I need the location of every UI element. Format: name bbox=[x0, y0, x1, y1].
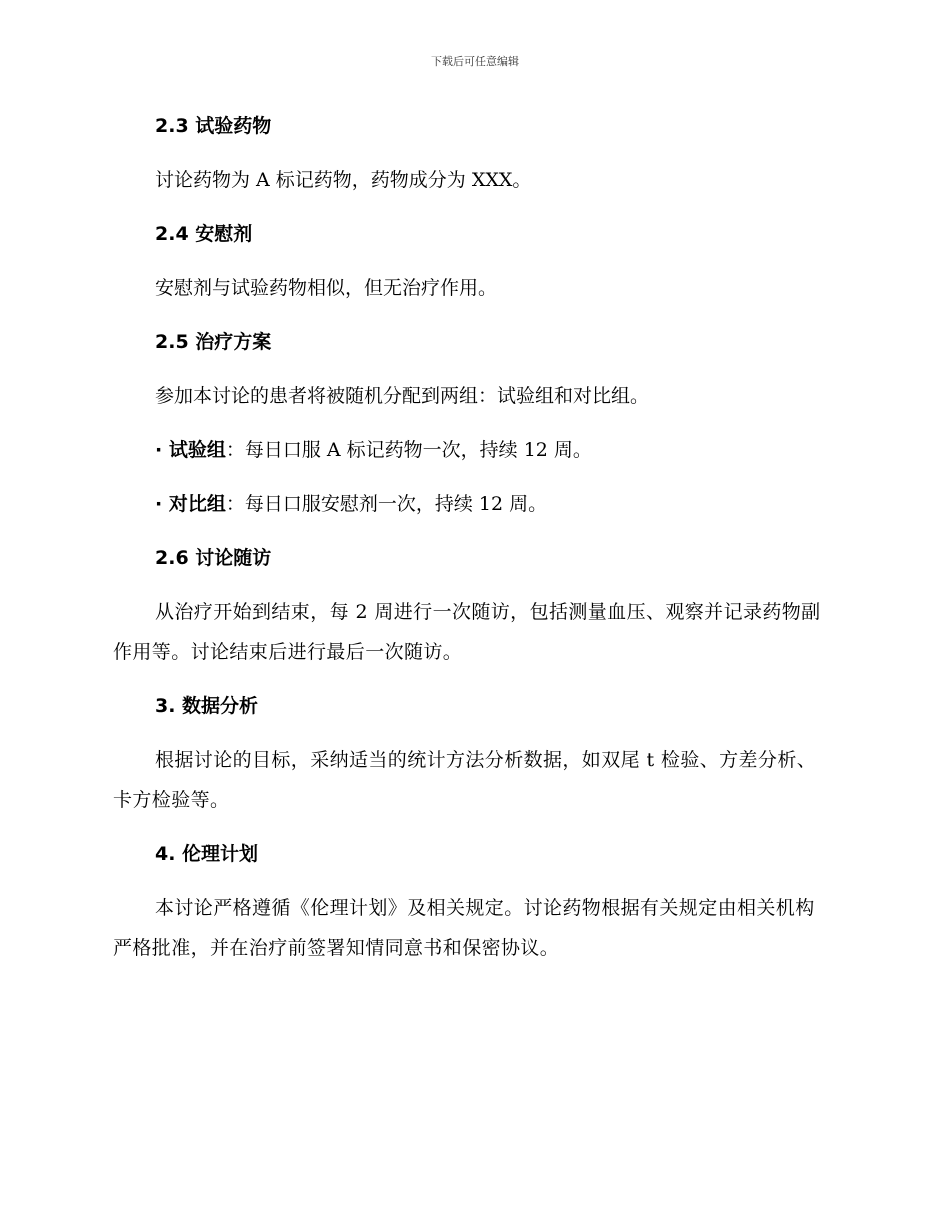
bullet-marker: · bbox=[155, 439, 169, 461]
bullet-term: 对比组 bbox=[168, 493, 226, 515]
section-paragraph-2-3: 讨论药物为 A 标记药物，药物成分为 XXX。 bbox=[155, 169, 532, 191]
section-heading-2-6: 2.6 讨论随访 bbox=[155, 547, 272, 569]
page-header: 下载后可任意编辑 bbox=[431, 55, 519, 68]
section-paragraph-2-4: 安慰剂与试验药物相似，但无治疗作用。 bbox=[155, 277, 498, 299]
section-heading-2-3: 2.3 试验药物 bbox=[155, 115, 272, 137]
section-heading-3: 3. 数据分析 bbox=[155, 695, 259, 717]
bullet-term: 试验组 bbox=[168, 439, 226, 461]
bullet-text: ：每日口服 A 标记药物一次，持续 12 周。 bbox=[225, 439, 592, 461]
bullet-marker: · bbox=[155, 493, 169, 515]
bullet-item-trial-group bbox=[113, 430, 831, 470]
section-paragraph-3: 根据讨论的目标，采纳适当的统计方法分析数据，如双尾 t 检验、方差分析、卡方检验等。 bbox=[113, 749, 817, 811]
section-paragraph-2-6: 从治疗开始到结束，每 2 周进行一次随访，包括测量血压、观察并记录药物副作用等。讨论结束后进行最后一次随访。 bbox=[113, 601, 821, 663]
section-heading-2-5: 2.5 治疗方案 bbox=[155, 331, 272, 353]
section-paragraph-2-5: 参加本讨论的患者将被随机分配到两组：试验组和对比组。 bbox=[155, 385, 650, 407]
document-body bbox=[113, 106, 831, 982]
bullet-text: ：每日口服安慰剂一次，持续 12 周。 bbox=[225, 493, 548, 515]
bullet-item-control-group bbox=[113, 484, 831, 524]
section-heading-4: 4. 伦理计划 bbox=[155, 843, 259, 865]
section-heading-2-4: 2.4 安慰剂 bbox=[155, 223, 253, 245]
section-paragraph-4: 本讨论严格遵循《伦理计划》及相关规定。讨论药物根据有关规定由相关机构严格批准，并在治疗前签署知情同意书和保密协议。 bbox=[113, 897, 815, 959]
